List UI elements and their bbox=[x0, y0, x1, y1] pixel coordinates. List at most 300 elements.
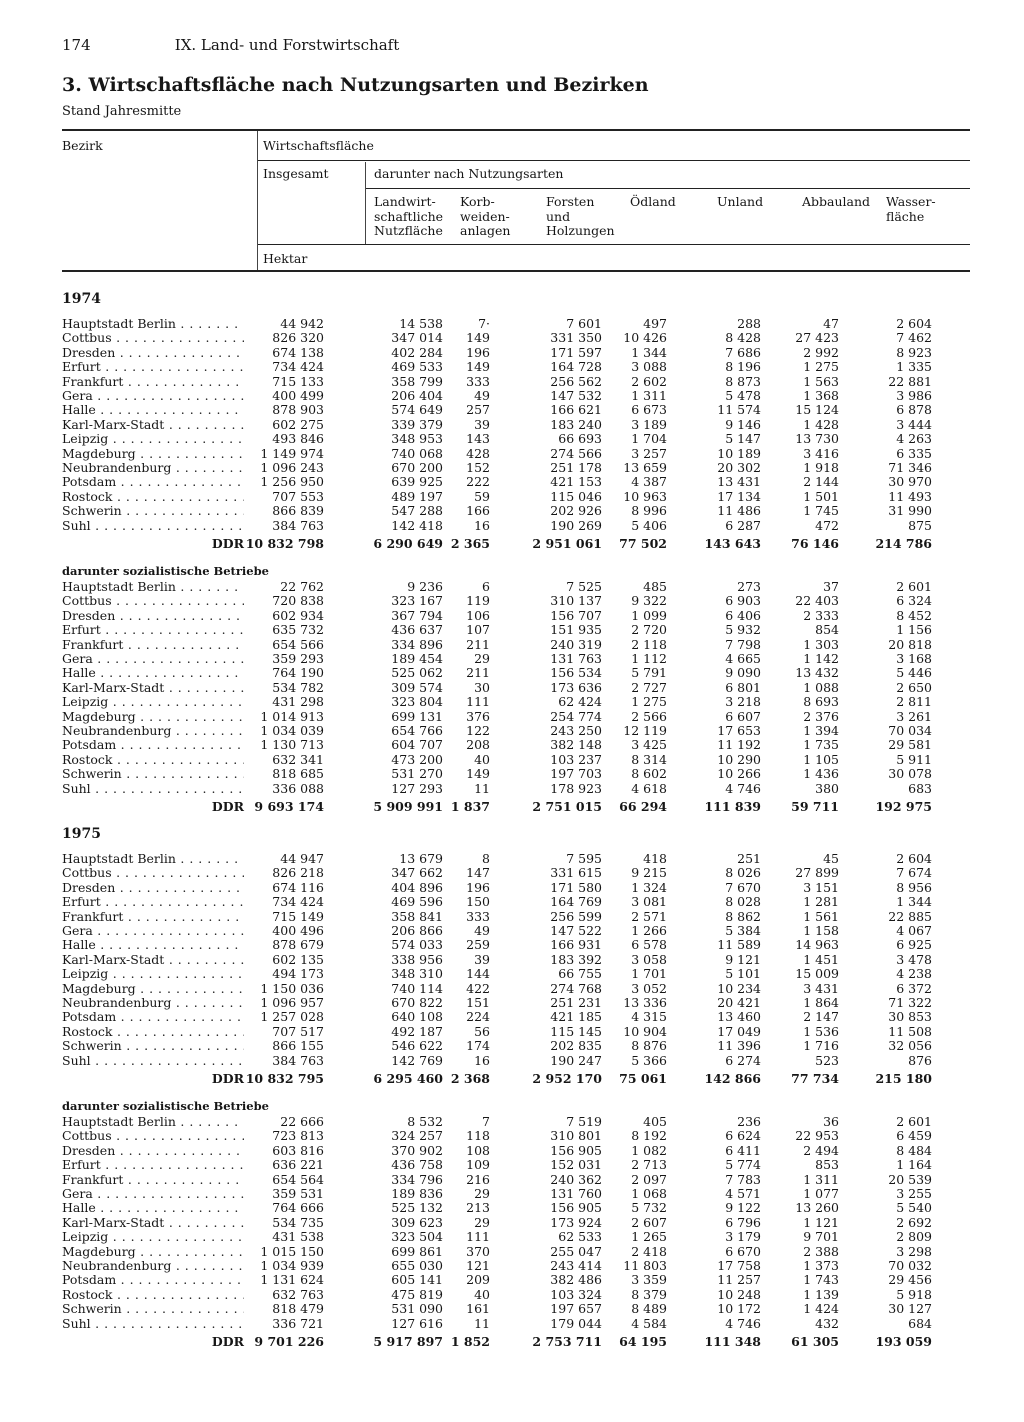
cell-korbweiden: 119 bbox=[466, 593, 490, 609]
cell-oedland: 3 081 bbox=[631, 894, 667, 910]
cell-wasserflaeche: 7 462 bbox=[896, 330, 932, 346]
header-bottom-rule bbox=[62, 270, 970, 272]
cell-unland: 4 746 bbox=[725, 1315, 761, 1331]
cell-abbauland: 1 373 bbox=[803, 1258, 839, 1273]
cell-forsten: 7 601 bbox=[566, 316, 602, 331]
bezirk-name: Schwerin . . . bbox=[62, 767, 244, 781]
subgroup-heading: darunter sozialistische Betriebe bbox=[62, 564, 269, 578]
bezirk-name: Rostock . . . bbox=[62, 1288, 244, 1302]
cell-unland: 11 486 bbox=[717, 503, 761, 519]
cell-landwirtschaft: 640 108 bbox=[391, 1009, 443, 1025]
cell-abbauland: 2 388 bbox=[803, 1243, 839, 1259]
cell-wasserflaeche: 11 508 bbox=[888, 1023, 932, 1039]
cell-korbweiden: 211 bbox=[466, 636, 490, 652]
cell-wasserflaeche: 6 335 bbox=[896, 445, 932, 461]
cell-oedland: 405 bbox=[643, 1114, 667, 1129]
cell-forsten: 421 185 bbox=[550, 1009, 602, 1025]
cell-forsten: 115 145 bbox=[550, 1023, 602, 1039]
cell-forsten: 382 486 bbox=[550, 1272, 602, 1288]
bezirk-name: Magdeburg . . . bbox=[62, 447, 244, 461]
bezirk-name: Neubrandenburg . . . bbox=[62, 461, 244, 475]
cell-unland: 13 460 bbox=[717, 1009, 761, 1025]
cell-wasserflaeche: 1 156 bbox=[896, 622, 932, 638]
cell-korbweiden: 56 bbox=[474, 1023, 490, 1039]
cell-korbweiden: 118 bbox=[466, 1128, 490, 1144]
table-row bbox=[62, 681, 962, 695]
cell-landwirtschaft: 402 284 bbox=[391, 344, 443, 360]
table-row bbox=[62, 1039, 962, 1053]
table-row bbox=[62, 638, 962, 652]
table-row bbox=[62, 389, 962, 403]
cell-insgesamt: 1 257 028 bbox=[260, 1009, 324, 1025]
cell-korbweiden: 257 bbox=[466, 402, 490, 418]
cell-unland: 6 287 bbox=[725, 517, 761, 533]
cell-abbauland: 9 701 bbox=[803, 1229, 839, 1245]
cell-forsten: 66 755 bbox=[558, 966, 602, 982]
cell-oedland: 1 266 bbox=[631, 923, 667, 938]
cell-forsten: 171 597 bbox=[550, 344, 602, 360]
bezirk-name: Hauptstadt Berlin . . . bbox=[62, 317, 244, 331]
table-row bbox=[62, 447, 962, 461]
cell-insgesamt: 654 564 bbox=[272, 1171, 324, 1187]
table-row bbox=[62, 346, 962, 360]
cell-korbweiden: 152 bbox=[466, 460, 490, 475]
cell-landwirtschaft: 605 141 bbox=[391, 1272, 443, 1288]
cell-korbweiden: 1 837 bbox=[450, 799, 490, 814]
cell-wasserflaeche: 215 180 bbox=[875, 1071, 932, 1086]
header-rule-1 bbox=[257, 160, 970, 161]
cell-abbauland: 13 432 bbox=[795, 665, 839, 681]
cell-insgesamt: 534 782 bbox=[272, 679, 324, 695]
total-label: DDR bbox=[211, 799, 244, 814]
header-top-rule bbox=[62, 129, 970, 131]
cell-korbweiden: 166 bbox=[466, 503, 490, 519]
cell-forsten: 202 926 bbox=[550, 503, 602, 519]
header-abbauland: Abbauland bbox=[802, 194, 871, 209]
cell-landwirtschaft: 339 379 bbox=[391, 416, 443, 432]
bezirk-name: Frankfurt . . . bbox=[62, 910, 244, 924]
cell-oedland: 3 052 bbox=[631, 980, 667, 996]
cell-insgesamt: 764 666 bbox=[272, 1200, 324, 1216]
cell-abbauland: 1 536 bbox=[803, 1023, 839, 1039]
bezirk-name: Magdeburg . . . bbox=[62, 1245, 244, 1259]
cell-wasserflaeche: 2 601 bbox=[896, 1114, 932, 1129]
cell-landwirtschaft: 574 649 bbox=[391, 402, 443, 418]
cell-korbweiden: 8 bbox=[482, 851, 490, 866]
cell-abbauland: 3 151 bbox=[803, 879, 839, 895]
cell-abbauland: 1 428 bbox=[803, 416, 839, 432]
cell-korbweiden: 109 bbox=[466, 1157, 490, 1173]
total-row bbox=[62, 1072, 962, 1086]
cell-unland: 5 147 bbox=[725, 431, 761, 447]
cell-insgesamt: 707 553 bbox=[272, 488, 324, 504]
cell-abbauland: 1 745 bbox=[803, 503, 839, 519]
cell-landwirtschaft: 546 622 bbox=[391, 1038, 443, 1054]
cell-wasserflaeche: 876 bbox=[908, 1052, 932, 1068]
cell-oedland: 1 701 bbox=[631, 966, 667, 982]
table-row bbox=[62, 1054, 962, 1068]
cell-abbauland: 22 953 bbox=[795, 1128, 839, 1144]
cell-forsten: 131 763 bbox=[550, 651, 602, 666]
cell-wasserflaeche: 4 263 bbox=[896, 431, 932, 447]
cell-oedland: 10 963 bbox=[623, 488, 667, 504]
table-row bbox=[62, 623, 962, 637]
cell-insgesamt: 826 320 bbox=[272, 330, 324, 346]
cell-korbweiden: 333 bbox=[466, 908, 490, 924]
cell-landwirtschaft: 525 132 bbox=[391, 1200, 443, 1216]
bezirk-name: Suhl . . . bbox=[62, 782, 244, 796]
cell-wasserflaeche: 6 372 bbox=[896, 980, 932, 996]
cell-landwirtschaft: 334 896 bbox=[391, 636, 443, 652]
table-row bbox=[62, 1115, 962, 1129]
year-heading: 1974 bbox=[62, 291, 101, 307]
cell-unland: 3 218 bbox=[725, 694, 761, 710]
cell-oedland: 5 406 bbox=[631, 517, 667, 533]
cell-abbauland: 61 305 bbox=[791, 1334, 839, 1349]
cell-unland: 111 839 bbox=[704, 799, 761, 814]
cell-insgesamt: 1 034 039 bbox=[260, 723, 324, 738]
cell-unland: 9 090 bbox=[725, 665, 761, 681]
cell-unland: 8 196 bbox=[725, 359, 761, 375]
cell-abbauland: 1 918 bbox=[803, 460, 839, 475]
header-landwirtschaftliche-nutzflaeche: Landwirt- schaftliche Nutzfläche bbox=[374, 194, 444, 238]
cell-landwirtschaft: 469 533 bbox=[391, 359, 443, 375]
bezirk-name: Hauptstadt Berlin . . . bbox=[62, 580, 244, 594]
cell-forsten: 156 707 bbox=[550, 607, 602, 623]
cell-forsten: 251 178 bbox=[550, 460, 602, 475]
cell-abbauland: 1 311 bbox=[803, 1171, 839, 1187]
table-row bbox=[62, 1158, 962, 1172]
cell-wasserflaeche: 214 786 bbox=[875, 536, 932, 551]
table-row bbox=[62, 475, 962, 489]
cell-landwirtschaft: 574 033 bbox=[391, 937, 443, 953]
bezirk-name: Erfurt . . . bbox=[62, 895, 244, 909]
cell-abbauland: 1 501 bbox=[803, 488, 839, 504]
cell-korbweiden: 7· bbox=[478, 316, 490, 331]
cell-unland: 7 686 bbox=[725, 344, 761, 360]
cell-unland: 6 796 bbox=[725, 1214, 761, 1230]
cell-unland: 10 172 bbox=[717, 1301, 761, 1317]
cell-wasserflaeche: 2 650 bbox=[896, 679, 932, 695]
table-row bbox=[62, 1173, 962, 1187]
cell-wasserflaeche: 71 346 bbox=[888, 460, 932, 475]
table-row bbox=[62, 461, 962, 475]
year-heading: 1975 bbox=[62, 826, 101, 842]
cell-insgesamt: 826 218 bbox=[272, 865, 324, 881]
cell-unland: 5 478 bbox=[725, 388, 761, 403]
cell-insgesamt: 336 088 bbox=[272, 780, 324, 796]
cell-oedland: 4 584 bbox=[631, 1315, 667, 1331]
cell-landwirtschaft: 6 290 649 bbox=[373, 536, 443, 551]
bezirk-name: Schwerin . . . bbox=[62, 1039, 244, 1053]
bezirk-name: Gera . . . bbox=[62, 1187, 244, 1201]
cell-forsten: 152 031 bbox=[550, 1157, 602, 1173]
cell-forsten: 255 047 bbox=[550, 1243, 602, 1259]
table-row bbox=[62, 1317, 962, 1331]
cell-forsten: 2 753 711 bbox=[532, 1334, 602, 1349]
bezirk-name: Halle . . . bbox=[62, 666, 244, 680]
cell-insgesamt: 602 934 bbox=[272, 607, 324, 623]
bezirk-name: Halle . . . bbox=[62, 1201, 244, 1215]
cell-landwirtschaft: 142 418 bbox=[391, 517, 443, 533]
cell-insgesamt: 1 130 713 bbox=[260, 737, 324, 753]
cell-unland: 6 607 bbox=[725, 708, 761, 724]
cell-unland: 11 574 bbox=[717, 402, 761, 418]
cell-unland: 6 274 bbox=[725, 1052, 761, 1068]
bezirk-name: Erfurt . . . bbox=[62, 360, 244, 374]
cell-wasserflaeche: 5 918 bbox=[896, 1286, 932, 1302]
cell-landwirtschaft: 358 841 bbox=[391, 908, 443, 924]
bezirk-name: Neubrandenburg . . . bbox=[62, 724, 244, 738]
cell-forsten: 166 621 bbox=[550, 402, 602, 418]
cell-korbweiden: 150 bbox=[466, 894, 490, 910]
cell-landwirtschaft: 347 014 bbox=[391, 330, 443, 346]
cell-korbweiden: 16 bbox=[474, 1052, 490, 1068]
cell-unland: 5 384 bbox=[725, 923, 761, 938]
cell-insgesamt: 654 566 bbox=[272, 636, 324, 652]
cell-wasserflaeche: 5 446 bbox=[896, 665, 932, 681]
cell-forsten: 178 923 bbox=[550, 780, 602, 796]
cell-insgesamt: 720 838 bbox=[272, 593, 324, 609]
cell-landwirtschaft: 740 114 bbox=[391, 980, 443, 996]
cell-unland: 111 348 bbox=[704, 1334, 761, 1349]
cell-wasserflaeche: 4 067 bbox=[896, 923, 932, 938]
cell-korbweiden: 161 bbox=[466, 1301, 490, 1317]
cell-wasserflaeche: 71 322 bbox=[888, 995, 932, 1010]
cell-oedland: 418 bbox=[643, 851, 667, 866]
cell-abbauland: 36 bbox=[823, 1114, 839, 1129]
cell-insgesamt: 9 693 174 bbox=[254, 799, 324, 814]
cell-abbauland: 1 105 bbox=[803, 751, 839, 767]
cell-landwirtschaft: 531 270 bbox=[391, 766, 443, 782]
cell-abbauland: 2 494 bbox=[803, 1142, 839, 1158]
cell-abbauland: 1 394 bbox=[803, 723, 839, 738]
cell-insgesamt: 1 015 150 bbox=[260, 1243, 324, 1259]
bezirk-name: Schwerin . . . bbox=[62, 1302, 244, 1316]
cell-oedland: 8 314 bbox=[631, 751, 667, 767]
cell-oedland: 497 bbox=[643, 316, 667, 331]
cell-forsten: 190 247 bbox=[550, 1052, 602, 1068]
cell-korbweiden: 7 bbox=[482, 1114, 490, 1129]
cell-abbauland: 47 bbox=[823, 316, 839, 331]
cell-unland: 10 290 bbox=[717, 751, 761, 767]
table-row bbox=[62, 938, 962, 952]
cell-wasserflaeche: 2 809 bbox=[896, 1229, 932, 1245]
table-row bbox=[62, 710, 962, 724]
cell-insgesamt: 818 479 bbox=[272, 1301, 324, 1317]
cell-unland: 8 873 bbox=[725, 373, 761, 389]
cell-forsten: 197 657 bbox=[550, 1301, 602, 1317]
cell-oedland: 5 791 bbox=[631, 665, 667, 681]
cell-wasserflaeche: 6 925 bbox=[896, 937, 932, 953]
cell-unland: 11 192 bbox=[717, 737, 761, 753]
table-row bbox=[62, 753, 962, 767]
cell-landwirtschaft: 699 861 bbox=[391, 1243, 443, 1259]
cell-insgesamt: 764 190 bbox=[272, 665, 324, 681]
cell-forsten: 173 636 bbox=[550, 679, 602, 695]
cell-forsten: 331 615 bbox=[550, 865, 602, 881]
cell-insgesamt: 1 256 950 bbox=[260, 474, 324, 490]
cell-abbauland: 1 139 bbox=[803, 1286, 839, 1302]
bezirk-name: Dresden . . . bbox=[62, 881, 244, 895]
cell-unland: 143 643 bbox=[704, 536, 761, 551]
cell-oedland: 3 088 bbox=[631, 359, 667, 375]
cell-forsten: 166 931 bbox=[550, 937, 602, 953]
cell-korbweiden: 209 bbox=[466, 1272, 490, 1288]
cell-abbauland: 1 451 bbox=[803, 951, 839, 967]
bezirk-name: Cottbus . . . bbox=[62, 1129, 244, 1143]
cell-abbauland: 59 711 bbox=[791, 799, 839, 814]
bezirk-name: Leipzig . . . bbox=[62, 967, 244, 981]
header-oedland: Ödland bbox=[630, 194, 676, 209]
cell-abbauland: 1 158 bbox=[803, 923, 839, 938]
cell-oedland: 3 425 bbox=[631, 737, 667, 753]
cell-wasserflaeche: 6 459 bbox=[896, 1128, 932, 1144]
cell-oedland: 64 195 bbox=[619, 1334, 667, 1349]
cell-unland: 5 932 bbox=[725, 622, 761, 638]
cell-wasserflaeche: 2 811 bbox=[896, 694, 932, 710]
cell-forsten: 243 250 bbox=[550, 723, 602, 738]
cell-oedland: 9 322 bbox=[631, 593, 667, 609]
bezirk-name: Magdeburg . . . bbox=[62, 710, 244, 724]
bezirk-name: Neubrandenburg . . . bbox=[62, 996, 244, 1010]
bezirk-name: Leipzig . . . bbox=[62, 695, 244, 709]
cell-wasserflaeche: 3 255 bbox=[896, 1186, 932, 1201]
cell-landwirtschaft: 436 637 bbox=[391, 622, 443, 638]
cell-oedland: 2 418 bbox=[631, 1243, 667, 1259]
cell-abbauland: 2 144 bbox=[803, 474, 839, 490]
cell-korbweiden: 29 bbox=[474, 651, 490, 666]
header-rule-2 bbox=[365, 188, 970, 189]
cell-insgesamt: 866 155 bbox=[272, 1038, 324, 1054]
bezirk-name: Potsdam . . . bbox=[62, 475, 244, 489]
cell-oedland: 9 215 bbox=[631, 865, 667, 881]
cell-insgesamt: 336 721 bbox=[272, 1315, 324, 1331]
cell-insgesamt: 734 424 bbox=[272, 359, 324, 375]
cell-forsten: 164 769 bbox=[550, 894, 602, 910]
cell-forsten: 251 231 bbox=[550, 995, 602, 1010]
cell-forsten: 2 951 061 bbox=[532, 536, 602, 551]
cell-korbweiden: 40 bbox=[474, 751, 490, 767]
cell-korbweiden: 106 bbox=[466, 607, 490, 623]
table-row bbox=[62, 996, 962, 1010]
header-wirtschaftsflaeche: Wirtschaftsfläche bbox=[263, 138, 374, 153]
bezirk-name: Suhl . . . bbox=[62, 519, 244, 533]
bezirk-name: Leipzig . . . bbox=[62, 1230, 244, 1244]
cell-insgesamt: 715 133 bbox=[272, 373, 324, 389]
table-row bbox=[62, 767, 962, 781]
cell-wasserflaeche: 70 034 bbox=[888, 723, 932, 738]
cell-forsten: 331 350 bbox=[550, 330, 602, 346]
bezirk-name: Cottbus . . . bbox=[62, 331, 244, 345]
cell-abbauland: 13 260 bbox=[795, 1200, 839, 1216]
cell-oedland: 1 344 bbox=[631, 344, 667, 360]
cell-wasserflaeche: 6 324 bbox=[896, 593, 932, 609]
cell-unland: 8 028 bbox=[725, 894, 761, 910]
cell-abbauland: 472 bbox=[815, 517, 839, 533]
cell-wasserflaeche: 30 127 bbox=[888, 1301, 932, 1317]
bezirk-name: Rostock . . . bbox=[62, 1025, 244, 1039]
table-row bbox=[62, 403, 962, 417]
cell-insgesamt: 1 014 913 bbox=[260, 708, 324, 724]
cell-insgesamt: 534 735 bbox=[272, 1214, 324, 1230]
cell-insgesamt: 400 496 bbox=[272, 923, 324, 938]
cell-unland: 288 bbox=[737, 316, 761, 331]
cell-korbweiden: 29 bbox=[474, 1214, 490, 1230]
cell-landwirtschaft: 6 295 460 bbox=[373, 1071, 443, 1086]
cell-insgesamt: 384 763 bbox=[272, 1052, 324, 1068]
cell-abbauland: 853 bbox=[815, 1157, 839, 1173]
bezirk-name: Dresden . . . bbox=[62, 609, 244, 623]
cell-insgesamt: 734 424 bbox=[272, 894, 324, 910]
table-row bbox=[62, 881, 962, 895]
cell-wasserflaeche: 30 853 bbox=[888, 1009, 932, 1025]
cell-forsten: 256 599 bbox=[550, 908, 602, 924]
cell-wasserflaeche: 3 478 bbox=[896, 951, 932, 967]
cell-korbweiden: 151 bbox=[466, 995, 490, 1010]
bezirk-name: Suhl . . . bbox=[62, 1054, 244, 1068]
cell-forsten: 62 533 bbox=[558, 1229, 602, 1245]
cell-korbweiden: 2 368 bbox=[450, 1071, 490, 1086]
cell-abbauland: 1 121 bbox=[803, 1214, 839, 1230]
cell-landwirtschaft: 604 707 bbox=[391, 737, 443, 753]
cell-forsten: 131 760 bbox=[550, 1186, 602, 1201]
cell-abbauland: 1 735 bbox=[803, 737, 839, 753]
header-unland: Unland bbox=[717, 194, 764, 209]
cell-insgesamt: 1 034 939 bbox=[260, 1258, 324, 1273]
table-row bbox=[62, 1201, 962, 1215]
cell-insgesamt: 1 150 036 bbox=[260, 980, 324, 996]
total-row bbox=[62, 1335, 962, 1349]
cell-korbweiden: 111 bbox=[466, 1229, 490, 1245]
cell-wasserflaeche: 32 056 bbox=[888, 1038, 932, 1054]
table-row bbox=[62, 519, 962, 533]
cell-insgesamt: 359 293 bbox=[272, 651, 324, 666]
cell-forsten: 171 580 bbox=[550, 879, 602, 895]
header-divider-right bbox=[365, 162, 366, 244]
cell-oedland: 77 502 bbox=[619, 536, 667, 551]
table-row bbox=[62, 1187, 962, 1201]
table-row bbox=[62, 967, 962, 981]
cell-wasserflaeche: 8 956 bbox=[896, 879, 932, 895]
cell-landwirtschaft: 367 794 bbox=[391, 607, 443, 623]
cell-oedland: 1 324 bbox=[631, 879, 667, 895]
cell-forsten: 156 905 bbox=[550, 1200, 602, 1216]
cell-insgesamt: 494 173 bbox=[272, 966, 324, 982]
cell-landwirtschaft: 5 909 991 bbox=[373, 799, 443, 814]
cell-landwirtschaft: 338 956 bbox=[391, 951, 443, 967]
bezirk-name: Gera . . . bbox=[62, 924, 244, 938]
cell-abbauland: 77 734 bbox=[791, 1071, 839, 1086]
cell-landwirtschaft: 323 504 bbox=[391, 1229, 443, 1245]
cell-forsten: 274 566 bbox=[550, 445, 602, 461]
cell-landwirtschaft: 127 616 bbox=[391, 1315, 443, 1331]
cell-forsten: 156 905 bbox=[550, 1142, 602, 1158]
cell-oedland: 8 876 bbox=[631, 1038, 667, 1054]
cell-unland: 251 bbox=[737, 851, 761, 866]
cell-landwirtschaft: 206 404 bbox=[391, 388, 443, 403]
cell-insgesamt: 878 903 bbox=[272, 402, 324, 418]
table-row bbox=[62, 1288, 962, 1302]
cell-unland: 4 746 bbox=[725, 780, 761, 796]
cell-korbweiden: 224 bbox=[466, 1009, 490, 1025]
cell-landwirtschaft: 189 454 bbox=[391, 651, 443, 666]
cell-wasserflaeche: 30 078 bbox=[888, 766, 932, 782]
cell-landwirtschaft: 404 896 bbox=[391, 879, 443, 895]
cell-landwirtschaft: 309 574 bbox=[391, 679, 443, 695]
cell-unland: 10 189 bbox=[717, 445, 761, 461]
cell-forsten: 2 751 015 bbox=[532, 799, 602, 814]
